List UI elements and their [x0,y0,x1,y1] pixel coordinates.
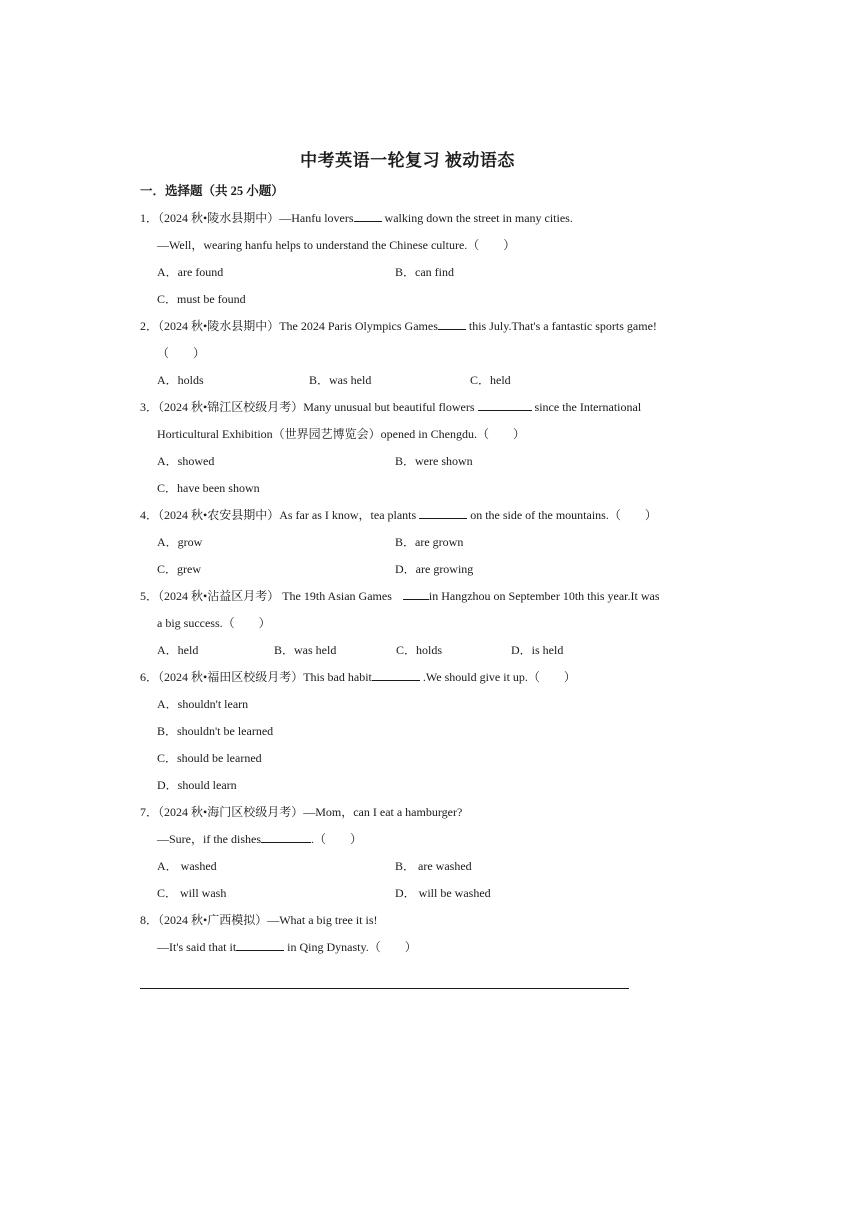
option-c[interactable]: C．grew [157,562,201,576]
question-text: .（ ） [311,832,363,846]
question-number: 2． [140,319,159,333]
answer-blank [261,831,311,843]
option-b[interactable]: B．was held [309,373,372,387]
question-text: this July.That's a fantastic sports game! [465,319,657,333]
question-number: 7． [140,805,159,819]
question-text: in Hangzhou on September 10th this year.It was [428,589,660,603]
question-source: （2024 秋•福田区校级月考） [158,670,304,684]
question-text: Many unusual but beautiful flowers [303,400,478,414]
option-c[interactable]: C．must be found [157,292,246,306]
option-d[interactable]: D．is held [511,643,564,657]
option-b[interactable]: B．can find [395,265,454,279]
question-source: （2024 秋•锦江区校级月考） [158,400,304,414]
question-8-line-2 [157,939,417,955]
option-b[interactable]: B．shouldn't be learned [157,724,274,738]
question-text: on the side of the mountains.（ ） [467,508,657,522]
option-a[interactable]: A．are found [157,265,224,279]
question-text: —It's said that it [157,940,237,954]
question-text: —Sure，if the dishes [157,832,261,846]
answer-blank [372,669,420,681]
question-text: As far as I know，tea plants [279,508,420,522]
answer-blank [403,588,429,600]
option-a[interactable]: A．held [157,643,199,657]
question-5-stem [140,588,660,604]
question-4-stem [140,507,657,523]
question-number: 8． [140,913,159,927]
option-b[interactable]: B．were shown [395,454,473,468]
answer-blank [354,210,382,222]
option-a[interactable]: A．holds [157,373,204,387]
question-8-stem [140,912,378,928]
question-7-stem [140,804,462,820]
question-text: —Hanfu lovers [279,211,354,225]
option-d[interactable]: D．are growing [395,562,474,576]
question-source: （2024 秋•农安县期中） [158,508,280,522]
question-6-stem [140,669,576,685]
option-c[interactable]: C．should be learned [157,751,262,765]
option-c[interactable]: C．holds [396,643,443,657]
option-a[interactable]: A．grow [157,535,203,549]
option-b[interactable]: B． are washed [395,859,472,873]
option-c[interactable]: C．have been shown [157,481,260,495]
question-text: This bad habit [303,670,372,684]
option-a[interactable]: A．showed [157,454,215,468]
answer-blank [236,939,284,951]
question-source: （2024 秋•广西模拟） [158,913,268,927]
question-source: （2024 秋•沾益区月考） [158,589,280,603]
question-7-line-2 [157,831,362,847]
question-3-line-2: Horticultural Exhibition（世界园艺博览会）opened in Chengdu.（ ） [157,427,525,441]
question-1-line-2: —Well，wearing hanfu helps to understand the Chinese culture.（ ） [157,238,516,252]
question-number: 1． [140,211,159,225]
question-text: since the International [531,400,642,414]
question-2-stem [140,318,657,334]
question-3-stem [140,399,641,415]
footer-rule [140,988,629,989]
question-text: walking down the street in many cities. [381,211,573,225]
question-text: .We should give it up.（ ） [419,670,576,684]
question-number: 6． [140,670,159,684]
option-d[interactable]: D．should learn [157,778,237,792]
question-text: —Mom，can I eat a hamburger? [303,805,463,819]
answer-blank [419,507,467,519]
question-5-line-2: a big success.（ ） [157,616,271,630]
section-heading: 一．选择题（共 25 小题） [140,184,284,198]
option-b[interactable]: B．was held [274,643,337,657]
question-source: （2024 秋•陵水县期中） [158,211,280,225]
option-a[interactable]: A． washed [157,859,217,873]
option-c[interactable]: C．held [470,373,511,387]
question-text: —What a big tree it is! [267,913,378,927]
question-text: in Qing Dynasty.（ ） [284,940,417,954]
question-text: The 19th Asian Games [279,589,395,603]
option-b[interactable]: B．are grown [395,535,464,549]
option-d[interactable]: D． will be washed [395,886,491,900]
option-a[interactable]: A．shouldn't learn [157,697,249,711]
question-source: （2024 秋•海门区校级月考） [158,805,304,819]
question-number: 3． [140,400,159,414]
answer-blank [438,318,466,330]
answer-blank [478,399,532,411]
question-text: The 2024 Paris Olympics Games [279,319,438,333]
page-title: 中考英语一轮复习 被动语态 [300,151,515,170]
option-c[interactable]: C． will wash [157,886,227,900]
question-number: 4． [140,508,159,522]
question-2-line-2: （ ） [157,346,206,360]
question-source: （2024 秋•陵水县期中） [158,319,280,333]
question-1-stem [140,210,573,226]
question-number: 5． [140,589,159,603]
